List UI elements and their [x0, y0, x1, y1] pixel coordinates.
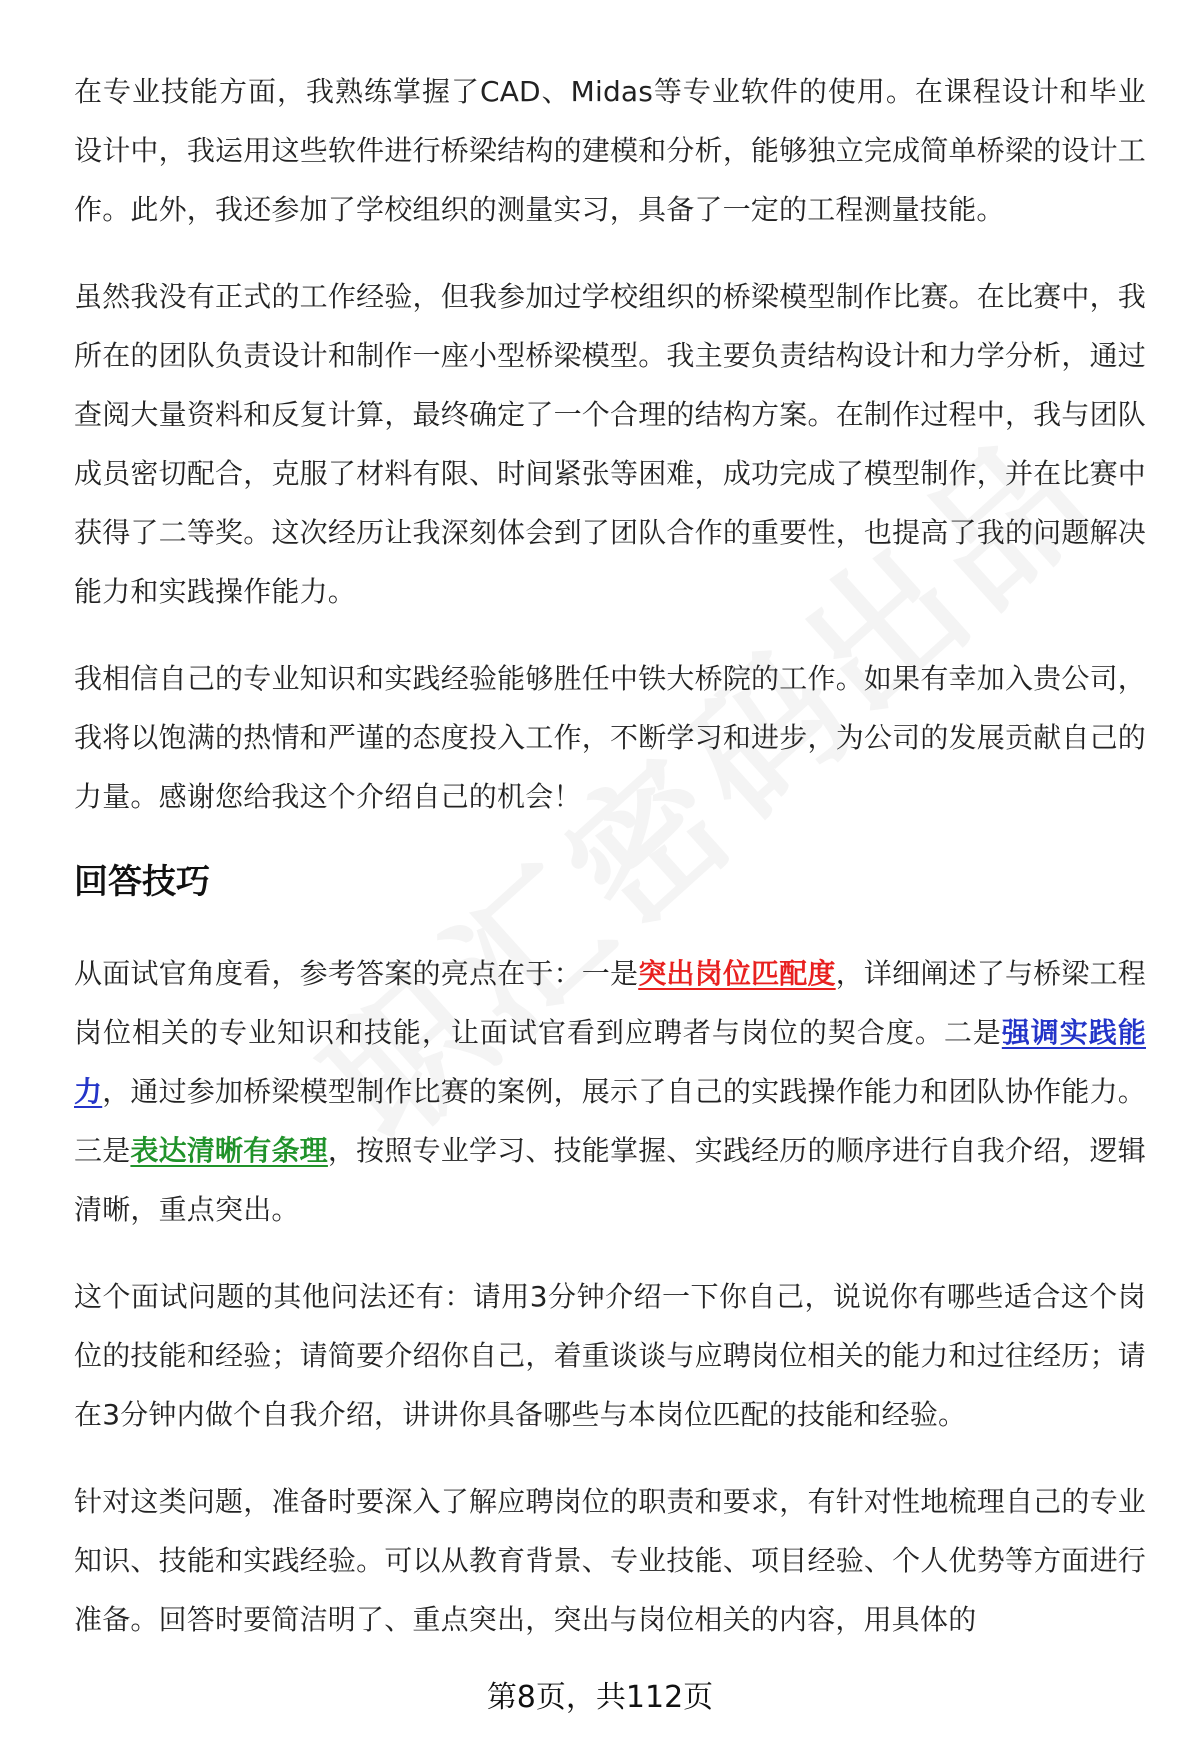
paragraph-experience: 虽然我没有正式的工作经验，但我参加过学校组织的桥梁模型制作比赛。在比赛中，我所在的团队负责设计和制作一座小型桥梁模型。我主要负责结构设计和力学分析，通过查阅大量资料和反复计算，最终确定了一个合理的结构方案。在制作过程中，我与团队成员密切配合，克服了材料有限、时间紧张等困难，成功完成了模型制作，并在比赛中获得了二等奖。这次经历让我深刻体会到了团队合作的重要性，也提高了我的问题解决能力和实践操作能力。 — [74, 280, 1146, 608]
tips-text-1: 从面试官角度看，参考答案的亮点在于：一是 — [74, 957, 639, 990]
paragraph-skills: 在专业技能方面，我熟练掌握了CAD、Midas等专业软件的使用。在课程设计和毕业设计中，我运用这些软件进行桥梁结构的建模和分析，能够独立完成简单桥梁的设计工作。此外，我还参加了学校组织的测量实习，具备了一定的工程测量技能。 — [74, 75, 1146, 226]
tips-text-4: ，按照专业学习、技能掌握、实践经历的顺序进行自我介绍，逻辑清晰，重点突出。 — [74, 1134, 1146, 1226]
highlight-clear-expression: 表达清晰有条理 — [130, 1134, 328, 1167]
paragraph-tips — [74, 944, 1146, 1239]
tips-text-3: ，通过参加桥梁模型制作比赛的案例，展示了自己的实践操作能力和团队协作能力。三是 — [74, 1075, 1147, 1167]
highlight-practical-ability: 强调实践能力 — [74, 1016, 1146, 1108]
highlight-job-match: 突出岗位匹配度 — [638, 957, 836, 990]
page-number: 第8页，共112页 — [486, 1680, 714, 1715]
tips-text-2: ，详细阐述了与桥梁工程岗位相关的专业知识和技能，让面试官看到应聘者与岗位的契合度。二是 — [74, 957, 1147, 1049]
document-content — [74, 62, 1146, 1677]
paragraph-preparation: 针对这类问题，准备时要深入了解应聘岗位的职责和要求，有针对性地梳理自己的专业知识、技能和实践经验。可以从教育背景、专业技能、项目经验、个人优势等方面进行准备。回答时要简洁明了、重点突出，突出与岗位相关的内容，用具体的 — [74, 1485, 1146, 1636]
section-heading: 回答技巧 — [74, 862, 210, 902]
paragraph-alternate-questions: 这个面试问题的其他问法还有：请用3分钟介绍一下你自己，说说你有哪些适合这个岗位的技能和经验；请简要介绍你自己，着重谈谈与应聘岗位相关的能力和过往经历；请在3分钟内做个自我介绍，讲讲你具备哪些与本岗位匹配的技能和经验。 — [74, 1280, 1146, 1431]
paragraph-closing: 我相信自己的专业知识和实践经验能够胜任中铁大桥院的工作。如果有幸加入贵公司，我将以饱满的热情和严谨的态度投入工作，不断学习和进步，为公司的发展贡献自己的力量。感谢您给我这个介绍自己的机会！ — [74, 662, 1146, 813]
